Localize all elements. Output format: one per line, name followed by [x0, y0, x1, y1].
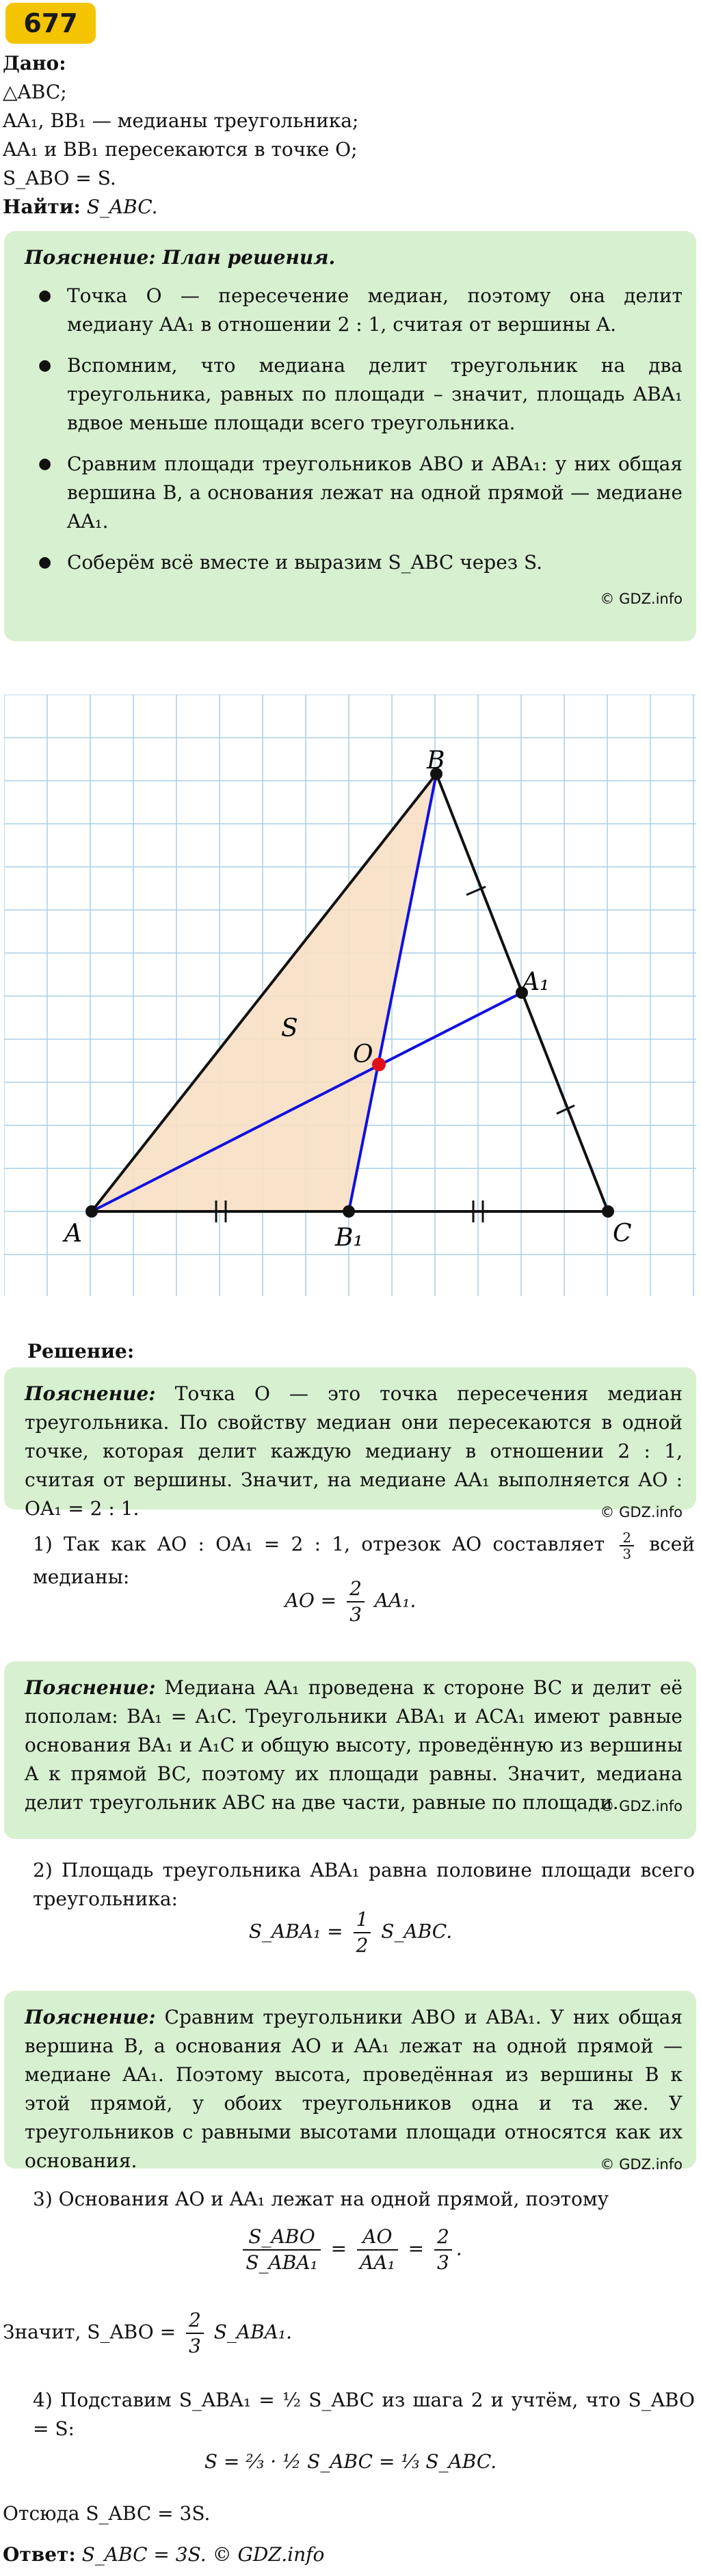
- conclusion-after: S_ABA₁.: [213, 2320, 293, 2344]
- step-4-text: 4) Подставим S_ABA₁ = ½ S_ABC из шага 2 и учтём, что S_ABO = S:: [33, 2389, 695, 2440]
- note-1: [4, 1367, 696, 1520]
- formula-ratio: $\frac{\text{S\_ABO}}{\text{S\_ABA₁}}$ = $\frac{AO}{\text{AA₁}}$ = $\frac{2}{3}$ .: [0, 2225, 701, 2275]
- given-title: Дано:: [3, 52, 66, 75]
- given-line: AA₁, BB₁ — медианы треугольника;: [3, 109, 359, 132]
- frac-num: 2: [347, 1577, 365, 1602]
- frac-den: 3: [436, 2251, 449, 2274]
- inline-fraction: [620, 1530, 634, 1561]
- answer-label: Ответ:: [3, 2543, 76, 2566]
- plan-item: ● Соберём всё вместе и выразим S_ABC через S.: [25, 548, 683, 577]
- given-line: △ABC;: [3, 81, 67, 103]
- step-1-after: всей медианы:: [33, 1533, 695, 1588]
- fraction: [434, 2225, 452, 2275]
- frac-den: 3: [622, 1545, 632, 1562]
- label-s: S: [281, 1015, 298, 1043]
- frac-num: 2: [620, 1530, 634, 1546]
- copyright: © GDZ.info: [600, 1798, 683, 1814]
- note-label: Пояснение:: [25, 2006, 156, 2028]
- frac-num: 2: [434, 2225, 452, 2251]
- step-1-before: 1) Так как AO : OA₁ = 2 : 1, отрезок AO составляет: [33, 1533, 605, 1555]
- step-4-conclusion: Отсюда S_ABC = 3S.: [3, 2502, 211, 2525]
- plan-item: ● Точка O — пересечение медиан, поэтому она делит медиану AA₁ в отношении 2 : 1, считая от вершины A.: [25, 282, 683, 339]
- fraction: [243, 2225, 320, 2275]
- plan-list: [25, 282, 683, 577]
- plan-note: [4, 231, 696, 641]
- note-label: Пояснение:: [25, 1676, 156, 1699]
- note-3: [4, 1991, 696, 2173]
- fraction: [354, 1907, 371, 1958]
- fraction: [357, 2225, 398, 2275]
- frac-num: 1: [354, 1907, 371, 1933]
- frac-num: 2: [186, 2308, 204, 2334]
- formula-left: AO =: [285, 1589, 337, 1612]
- formula-right: S_ABC.: [381, 1920, 453, 1943]
- frac-den: AA₁: [360, 2251, 395, 2274]
- formula-ao: [0, 1577, 701, 1627]
- frac-den: 2: [356, 1934, 369, 1957]
- triangle-figure: [4, 695, 696, 1296]
- step-3-text: 3) Основания AO и AA₁ лежат на одной прямой, поэтому: [33, 2188, 609, 2210]
- note-text: Точка O — это точка пересечения медиан треугольника. По свойству медиан они пересекаются в одной точке, которая делит каждую медиану в отношении 2 : 1, считая от вершины. Значит, на медиане AA₁ выполняется AO : OA₁ = 2 : 1.: [25, 1382, 683, 1520]
- formula-left: S_ABA₁ =: [248, 1920, 343, 1943]
- frac-den: 3: [349, 1603, 362, 1626]
- find-label: Найти:: [3, 196, 81, 218]
- copyright: © GDZ.info: [600, 591, 683, 607]
- formula-right: AA₁.: [374, 1589, 416, 1612]
- find-value: S_ABC.: [86, 196, 158, 218]
- answer-line: [3, 2540, 695, 2569]
- plan-item: ● Сравним площади треугольников ABO и ABA₁: у них общая вершина B, а основания лежат на одной прямой — медиане AA₁.: [25, 450, 683, 536]
- step-2-text: 2) Площадь треугольника ABA₁ равна половине площади всего треугольника:: [33, 1859, 695, 1910]
- find-line: [3, 193, 693, 222]
- given-line: AA₁ и BB₁ пересекаются в точке O;: [3, 138, 358, 161]
- label-a1: A₁: [522, 968, 550, 996]
- frac-num: S_ABO: [243, 2225, 320, 2251]
- plan-title: Пояснение: План решения.: [25, 246, 336, 269]
- formula-s: S = ⅔ · ½ S_ABC = ⅓ S_ABC.: [204, 2450, 497, 2473]
- frac-den: S_ABA₁: [246, 2251, 318, 2274]
- note-label: Пояснение:: [25, 1382, 156, 1405]
- point-c: [602, 1205, 614, 1218]
- figure-svg: [4, 695, 696, 1296]
- step-3-conclusion: [3, 2308, 695, 2359]
- frac-num: AO: [357, 2225, 398, 2251]
- label-a: A: [64, 1220, 82, 1248]
- frac-den: 3: [189, 2335, 201, 2357]
- label-b1: B₁: [335, 1224, 363, 1252]
- point-o: [372, 1058, 386, 1071]
- plan-item: ● Вспомним, что медиана делит треугольник на два треугольника, равных по площади – значит, площадь ABA₁ вдвое меньше площади всего треугольника.: [25, 351, 683, 438]
- fraction: [186, 2308, 204, 2359]
- label-b: B: [427, 747, 445, 775]
- copyright: © GDZ.info: [600, 1504, 683, 1520]
- task-number-badge: 677: [5, 3, 96, 44]
- point-a: [85, 1205, 98, 1218]
- copyright: © GDZ.info: [600, 2156, 683, 2173]
- conclusion-before: Значит, S_ABO =: [3, 2320, 176, 2344]
- label-c: C: [613, 1220, 632, 1248]
- point-b1: [343, 1205, 355, 1218]
- label-o: O: [353, 1041, 373, 1069]
- given-line: S_ABO = S.: [3, 167, 116, 189]
- note-2: [4, 1661, 696, 1839]
- note-text: Медиана AA₁ проведена к стороне BC и делит её пополам: BA₁ = A₁C. Треугольники ABA₁ и ACA₁ имеют равные основания BA₁ и A₁C и общую высоту, проведённую из вершины A к прямой BC, поэтому их площади равны. Значит, медиана делит треугольник ABC на две части, равные по площади.: [25, 1676, 683, 1814]
- solution-title: Решение:: [27, 1340, 135, 1363]
- answer-value: S_ABC = 3S. © GDZ.info: [81, 2543, 325, 2566]
- formula-sab a1: [0, 1907, 701, 1958]
- given-block: [3, 49, 693, 222]
- note-text: Сравним треугольники ABO и ABA₁. У них общая вершина B, а основания AO и AA₁ лежат на одной прямой — медиане AA₁. Поэтому высота, проведённая из вершины B к этой прямой, у обоих треугольников одна и та же. У треугольников с равными высотами площади относятся как их основания.: [25, 2006, 683, 2172]
- fraction: [347, 1577, 365, 1627]
